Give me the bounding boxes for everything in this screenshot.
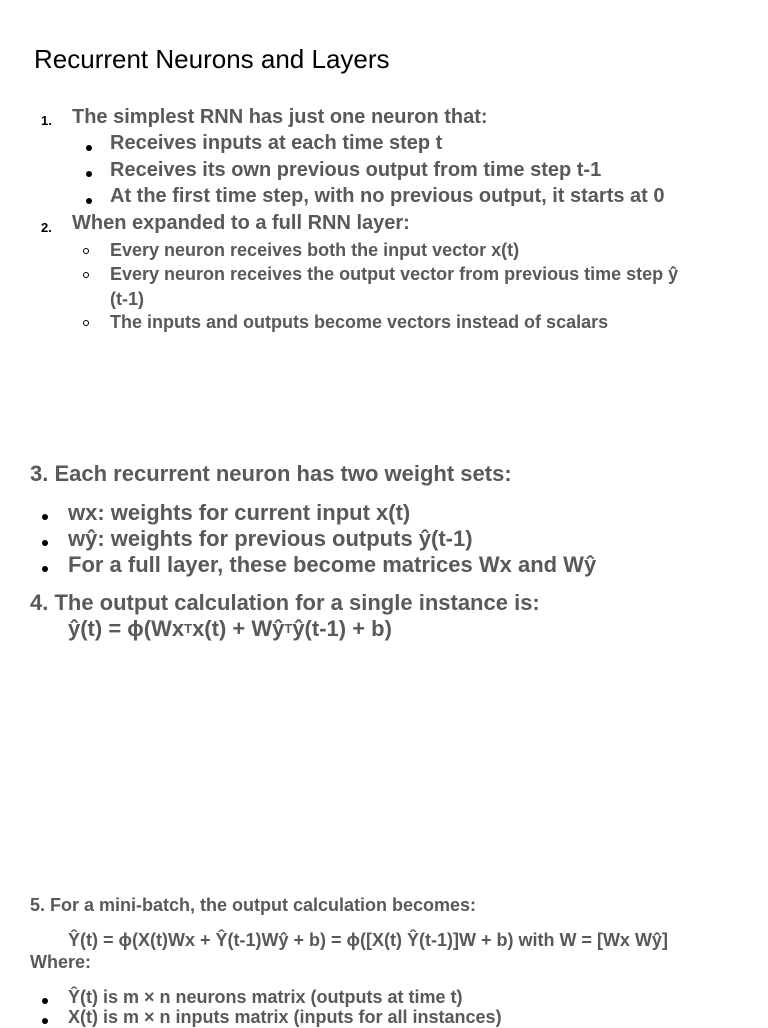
circle-bullet-icon xyxy=(83,248,89,254)
section-1-item-3: At the first time step, with no previous output, it starts at 0 xyxy=(110,185,665,207)
section-5-formula: Ŷ(t) = ϕ(X(t)Wx + Ŷ(t-1)Wŷ + b) = ϕ([X(t) Ŷ(t-1)]W + b) with W = [Wx Wŷ] xyxy=(68,930,668,950)
circle-bullet-icon xyxy=(83,272,89,278)
section-1-item-1: Receives inputs at each time step t xyxy=(110,132,443,154)
bullet-icon xyxy=(42,1018,48,1024)
section-2-item-1: Every neuron receives both the input vector x(t) xyxy=(110,240,520,260)
section-4-formula: ŷ(t) = $\phi(Wx^Tx(t)$ + $Wŷ^Tŷ(t-1) + b$) xyxy=(68,616,392,641)
page-title: Recurrent Neurons and Layers xyxy=(34,44,390,74)
section-1-heading: The simplest RNN has just one neuron that: xyxy=(72,106,488,128)
section-2-heading: When expanded to a full RNN layer: xyxy=(72,212,410,234)
bullet-icon xyxy=(42,514,48,520)
section-3-item-1: wx: weights for current input x(t) xyxy=(68,500,411,525)
bullet-icon xyxy=(86,145,92,151)
bullet-icon xyxy=(86,198,92,204)
section-3-heading: 3. Each recurrent neuron has two weight sets: xyxy=(30,461,512,486)
bullet-icon xyxy=(86,171,92,177)
where-label: Where: xyxy=(30,952,92,972)
section-3-item-3: For a full layer, these become matrices Wx and Wŷ xyxy=(68,552,597,577)
section-5-item-2: X(t) is m × n inputs matrix (inputs for all instances) xyxy=(68,1007,502,1027)
bullet-icon xyxy=(42,998,48,1004)
circle-bullet-icon xyxy=(83,320,89,326)
section-1-item-2: Receives its own previous output from time step t-1 xyxy=(110,159,602,181)
bullet-icon xyxy=(42,540,48,546)
section-2-item-3: The inputs and outputs become vectors instead of scalars xyxy=(110,312,609,332)
bullet-icon xyxy=(42,566,48,572)
list-number-1: 1. xyxy=(41,113,52,128)
section-5-heading: 5. For a mini-batch, the output calculation becomes: xyxy=(30,895,477,915)
section-2-item-2: Every neuron receives the output vector from previous time step ŷ xyxy=(110,264,679,284)
list-number-2: 2. xyxy=(41,220,52,235)
section-5-item-1: Ŷ(t) is m × n neurons matrix (outputs at time t) xyxy=(68,987,463,1007)
section-3-item-2: wŷ: weights for previous outputs ŷ(t-1) xyxy=(68,526,473,551)
section-4-heading: 4. The output calculation for a single instance is: xyxy=(30,590,540,615)
section-2-item-2-continued: (t-1) xyxy=(110,289,144,309)
